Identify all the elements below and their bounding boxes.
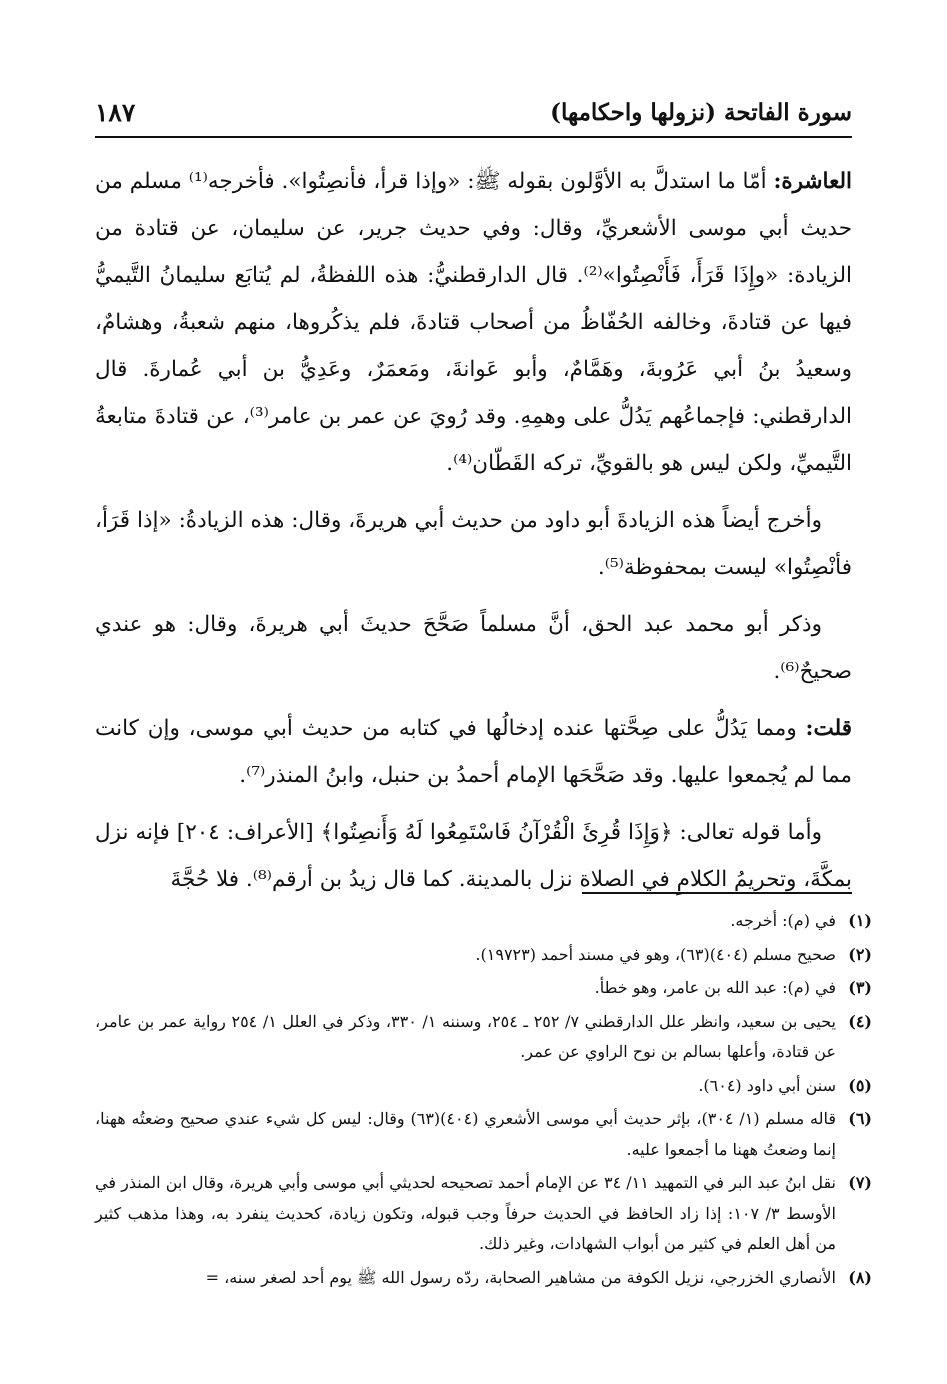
paragraph (95, 705, 852, 799)
footnote-text: يحيى بن سعيد، وانظر علل الدارقطني ٧/ ٢٥٢ ـ ٢٥٤، وسننه ١/ ٣٣٠، وذكر في العلل ١/ ٢٥٤ رواية عمر بن عامر، عن قتادة، وأعلها بسالم بن نوح الراوي عن عمر. (95, 1011, 836, 1061)
paragraph-text: ومما يَدُلُّ على صِحَّتها عنده إدخالُها في كتابه من حديث أبي موسى، وإن كانت مما لم يُجمعوا عليها. وقد صَحَّحَها الإمام أحمدُ بن حنبل، وابنُ المنذر⁽⁷⁾. (95, 716, 852, 788)
footnote (95, 1104, 872, 1165)
main-text (95, 158, 852, 913)
paragraph-lead: العاشرة: (773, 169, 852, 194)
footnote (95, 1007, 872, 1068)
paragraph (95, 809, 852, 903)
footnote (95, 1263, 872, 1294)
paragraph-lead: قلت: (805, 716, 852, 741)
paragraph (95, 601, 852, 695)
paragraph-text: وأخرج أيضاً هذه الزيادةَ أبو داود من حديث أبي هريرةَ، وقال: هذه الزيادةُ: «إذا قَرَأ، فأنْصِتُوا» ليست بمحفوظة⁽⁵⁾. (95, 508, 852, 580)
footnote (95, 1168, 872, 1260)
footnote-number: (٦) (848, 1109, 872, 1128)
paragraph (95, 158, 852, 487)
footnote (95, 906, 872, 937)
footnote-number: (٢) (848, 944, 872, 964)
footnote-text: قاله مسلم (١/ ٣٠٤)، بإثر حديث أبي موسى الأشعري (٤٠٤)(٦٣) وقال: ليس كل شيء عندي صحيح وضعتُه ههنا، إنما وضعتُ ههنا ما أجمعوا عليه. (95, 1109, 837, 1159)
footnote-text: سنن أبي داود (٦٠٤). (698, 1075, 836, 1095)
footnote-number: (٥) (848, 1075, 872, 1095)
header-rule (95, 136, 852, 138)
footnote-rule (582, 892, 852, 894)
footnotes (95, 906, 872, 1296)
footnote-text: في (م): عبد الله بن عامر، وهو خطأ. (594, 978, 836, 997)
footnote-text: في (م): أخرجه. (730, 911, 836, 930)
footnote-number: (٧) (848, 1173, 872, 1192)
footnote-number: (٨) (848, 1267, 872, 1287)
footnote (95, 973, 872, 1004)
footnote (95, 1071, 872, 1102)
footnote-text: الأنصاري الخزرجي، نزيل الكوفة من مشاهير الصحابة، ردّه رسول الله ﷺ يوم أحد لصغر سنه، = (205, 1267, 836, 1287)
footnote-number: (٣) (848, 978, 872, 997)
running-title: سورة الفاتحة (نزولها واحكامها) (550, 98, 852, 126)
paragraph-text: أمّا ما استدلَّ به الأوَّلون بقوله ﷺ: «وإذا قرأ، فأنصِتُوا». فأخرجه⁽¹⁾ مسلم من حديث أبي موسى الأشعريِّ، وقال: وفي حديث جرير، عن سليمان، عن قتادة من الزيادة: «وإِذَا قَرَأَ، فَأَنْصِتُوا»⁽²⁾. قال الدارقطنيُّ: هذه اللفظةُ، لم يُتابَع سليمانُ التَّيميُّ فيها عن قتادةَ، وخالفه الحُفّاظُ من أصحاب قتادةَ، فلم يذكُروها، منهم شعبةُ، وهشامٌ، وسعيدُ بنُ أبي عَرُوبةَ، وهَمَّامٌ، وأبو عَوانةَ، ومَعمَرٌ، وعَدِيُّ بن أبي عُمارةَ. قال الدارقطني: فإجماعُهم يَدُلُّ على وهمِهِ. وقد رُويَ عن عمر بن عامر⁽³⁾، عن قتادةَ متابعةُ التَّيميِّ، ولكن ليس هو بالقويِّ، تركه القَطّان⁽⁴⁾. (95, 169, 853, 476)
footnote-text: نقل ابنُ عبد البر في التمهيد ١١/ ٣٤ عن الإمام أحمد تصحيحه لحديثي أبي موسى وأبي هريرة، وقال ابن المنذر في الأوسط ٣/ ١٠٧: إذا زاد الحافظ في الحديث حرفاً وجب قبوله، وتكون زيادة، كحديث ينفرد به، وهذا مذهب كثير من أهل العلم في كثير من أبواب الشهادات، وغير ذلك. (95, 1173, 837, 1253)
footnote-number: (٤) (848, 1011, 872, 1031)
footnote (95, 940, 872, 971)
running-header (95, 92, 852, 132)
footnote-text: صحيح مسلم (٤٠٤)(٦٣)، وهو في مسند أحمد (١٩٧٢٣). (475, 944, 836, 964)
footnote-number: (١) (848, 911, 872, 930)
paragraph (95, 497, 852, 591)
paragraph-text: وذكر أبو محمد عبد الحق، أنَّ مسلماً صَحَّحَ حديثَ أبي هريرةَ، وقال: هو عندي صحيحٌ⁽⁶⁾. (95, 612, 852, 684)
paragraph-text: وأما قوله تعالى: ﴿وَإِذَا قُرِئَ الْقُرْآنُ فَاسْتَمِعُوا لَهُ وَأَنصِتُوا﴾ [الأعراف: ٢٠٤] فإنه نزل بمكَّةَ، وتحريمُ الكلامِ في الصلاة نزل بالمدينة. كما قال زيدُ بن أرقم⁽⁸⁾. فلا حُجَّةَ (95, 820, 852, 892)
page-number: ١٨٧ (95, 97, 136, 127)
